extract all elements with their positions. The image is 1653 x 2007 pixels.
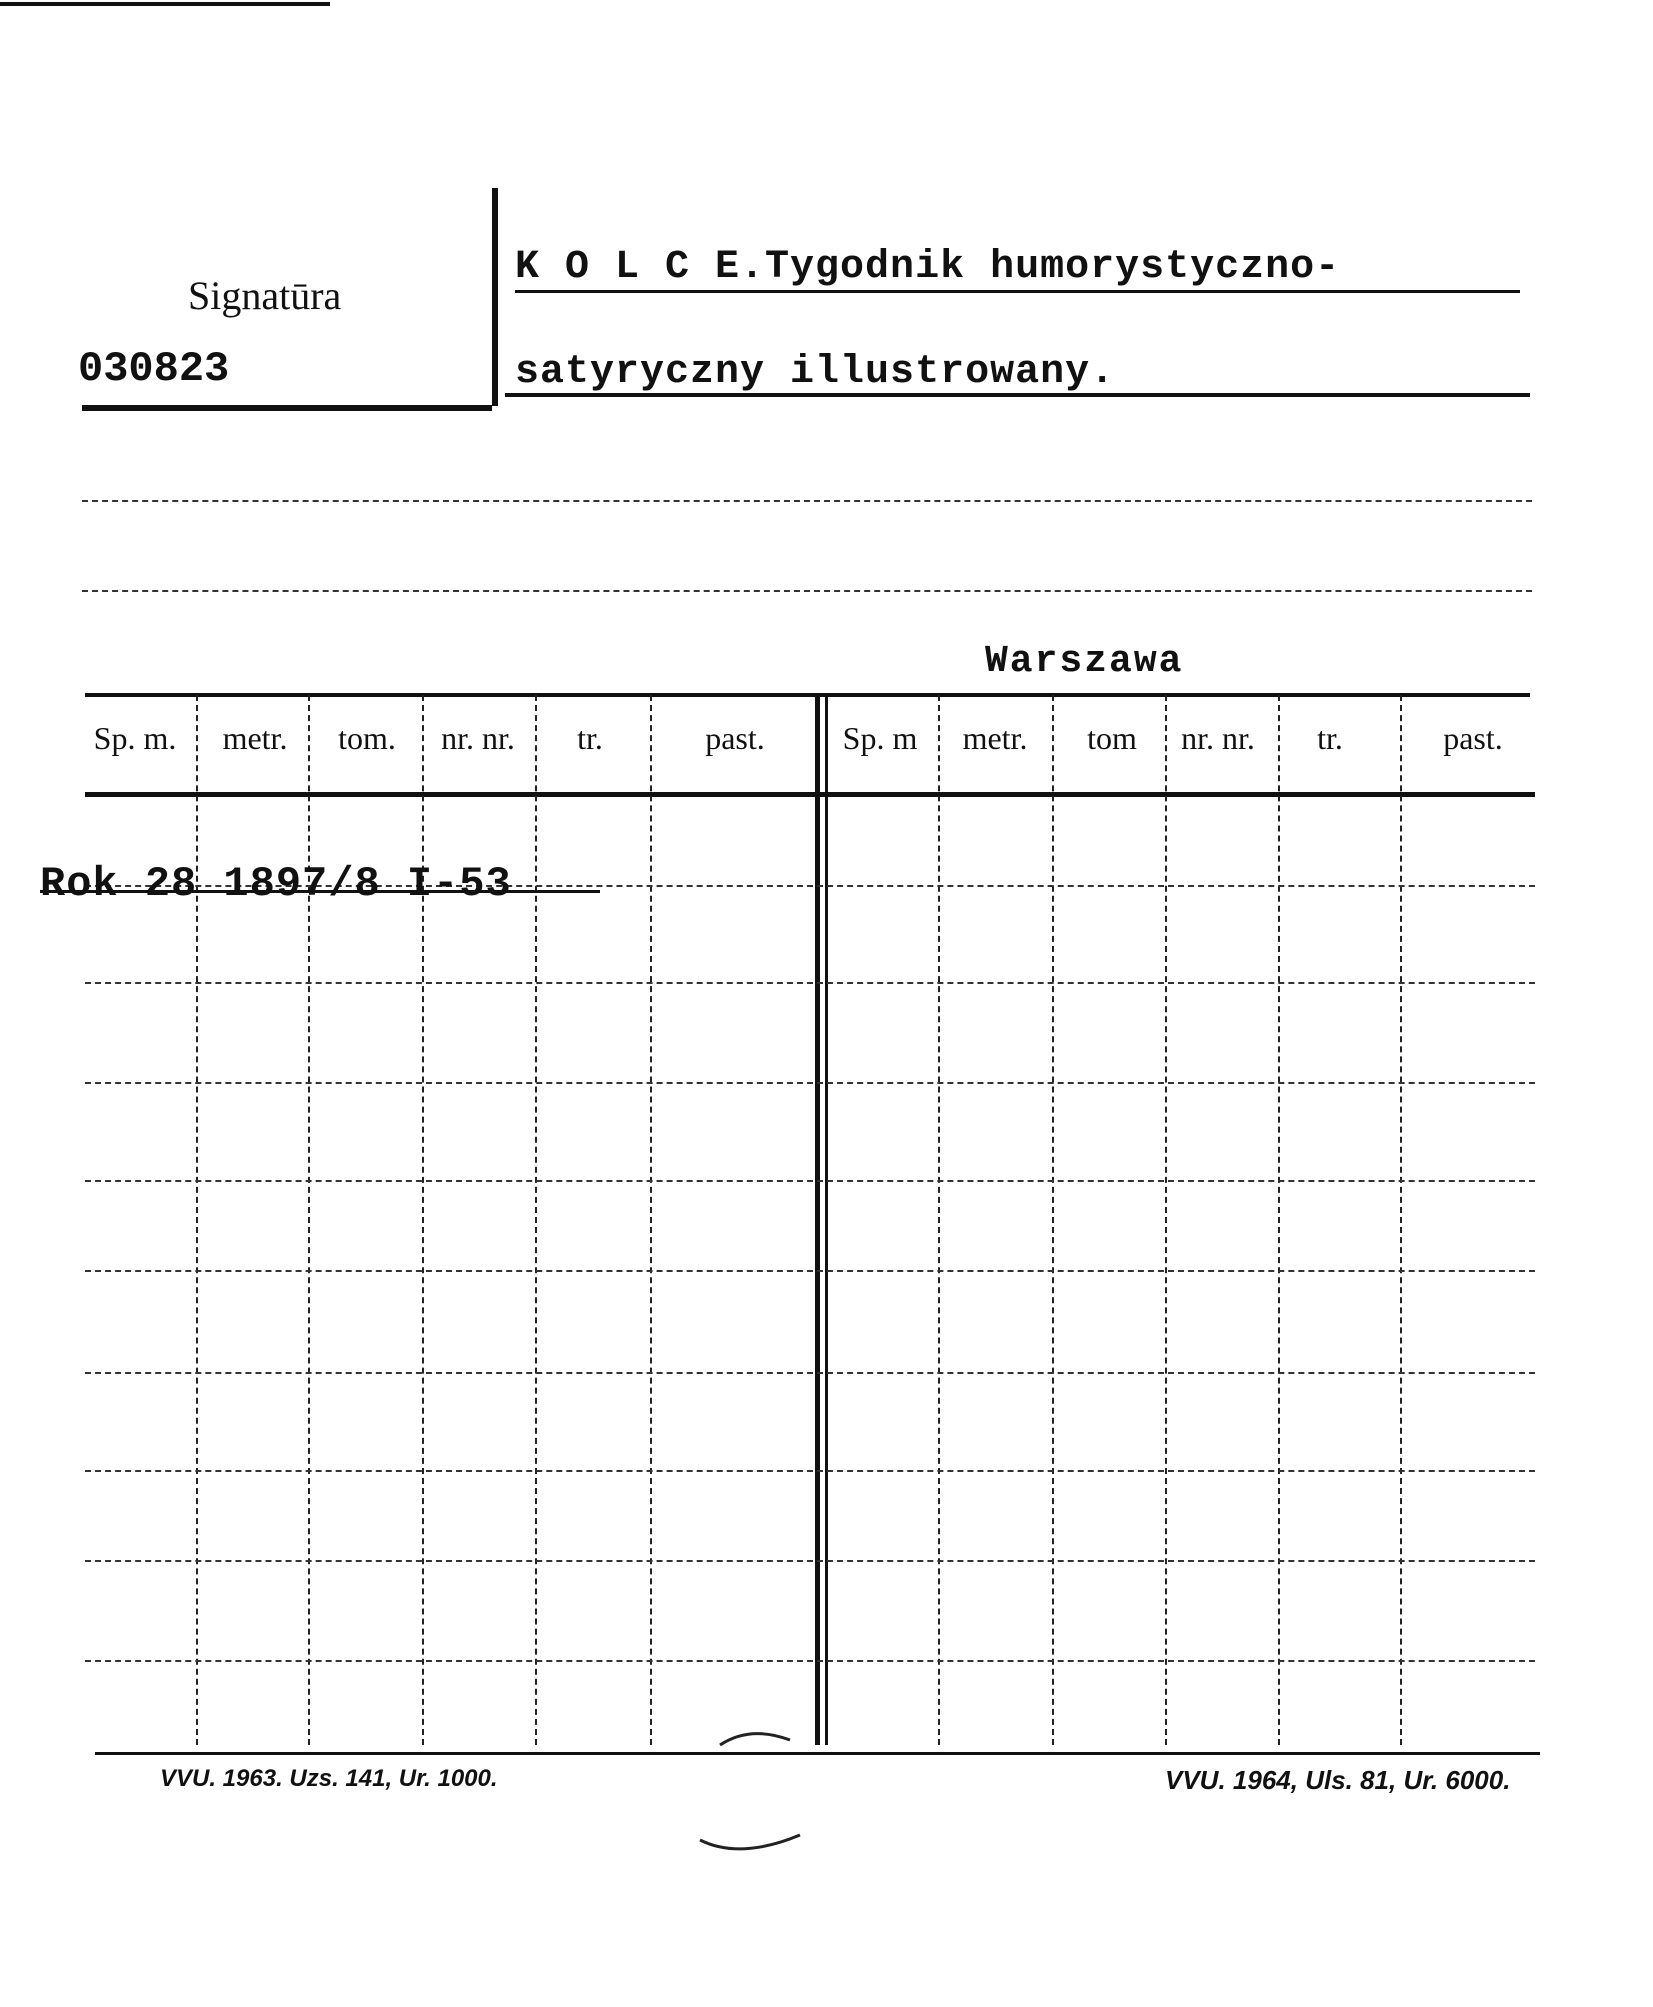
- title-line-1-underline: [515, 290, 1520, 293]
- table-entry-underline: [40, 890, 600, 893]
- header-separator: [492, 188, 498, 406]
- table-center-divider: [825, 695, 828, 1745]
- blank-ruled-line: [82, 590, 1532, 592]
- blank-ruled-line: [82, 500, 1532, 502]
- fold-mark: [690, 1715, 830, 1865]
- title-line-2: satyryczny illustrowany.: [515, 350, 1116, 395]
- table-header-bottom-line: [85, 792, 1535, 797]
- place-name: Warszawa: [985, 640, 1184, 683]
- col-header-tom-right: tom: [1087, 720, 1137, 756]
- title-line-1: K O L C E.Tygodnik humorystyczno-: [515, 245, 1341, 290]
- title-line-2-underline: [505, 393, 1530, 397]
- column-line: [1052, 695, 1054, 1745]
- col-header-tom: tom.: [338, 720, 396, 756]
- col-header-metr-right: metr.: [962, 720, 1028, 756]
- signature-label: Signatūra: [188, 273, 342, 318]
- column-line: [1400, 695, 1402, 1745]
- column-line: [422, 695, 424, 1745]
- col-header-tr: tr.: [577, 720, 603, 756]
- column-line: [535, 695, 537, 1745]
- column-line: [308, 695, 310, 1745]
- column-line: [1165, 695, 1167, 1745]
- row-line: [85, 982, 1535, 984]
- footer-note-right: VVU. 1964, Uls. 81, Ur. 6000.: [1165, 1765, 1511, 1795]
- col-header-metr: metr.: [222, 720, 288, 756]
- column-line: [196, 695, 198, 1745]
- row-line: [85, 1470, 1535, 1472]
- row-line: [85, 1270, 1535, 1272]
- col-header-sp-m-right: Sp. m: [842, 720, 918, 756]
- row-line: [85, 1560, 1535, 1562]
- col-header-nr-nr: nr. nr.: [441, 720, 515, 756]
- row-line: [85, 1372, 1535, 1374]
- col-header-nr-nr-right: nr. nr.: [1181, 720, 1255, 756]
- column-line: [650, 695, 652, 1745]
- footer-note-left: VVU. 1963. Uzs. 141, Ur. 1000.: [160, 1765, 498, 1792]
- top-edge-mark: [0, 2, 330, 6]
- col-header-sp-m: Sp. m.: [93, 720, 177, 756]
- table-center-divider: [815, 695, 820, 1745]
- signature-number: 030823: [78, 345, 230, 393]
- col-header-past: past.: [705, 720, 765, 756]
- row-line: [85, 1180, 1535, 1182]
- signature-underline: [82, 405, 492, 411]
- row-line: [85, 1660, 1535, 1662]
- table-entry: Rok 28 1897/8 I-53: [40, 860, 512, 908]
- column-line: [1278, 695, 1280, 1745]
- col-header-past-right: past.: [1443, 720, 1503, 756]
- row-line: [85, 1082, 1535, 1084]
- col-header-tr-right: tr.: [1317, 720, 1343, 756]
- column-line: [938, 695, 940, 1745]
- table-top-line: [85, 693, 1530, 697]
